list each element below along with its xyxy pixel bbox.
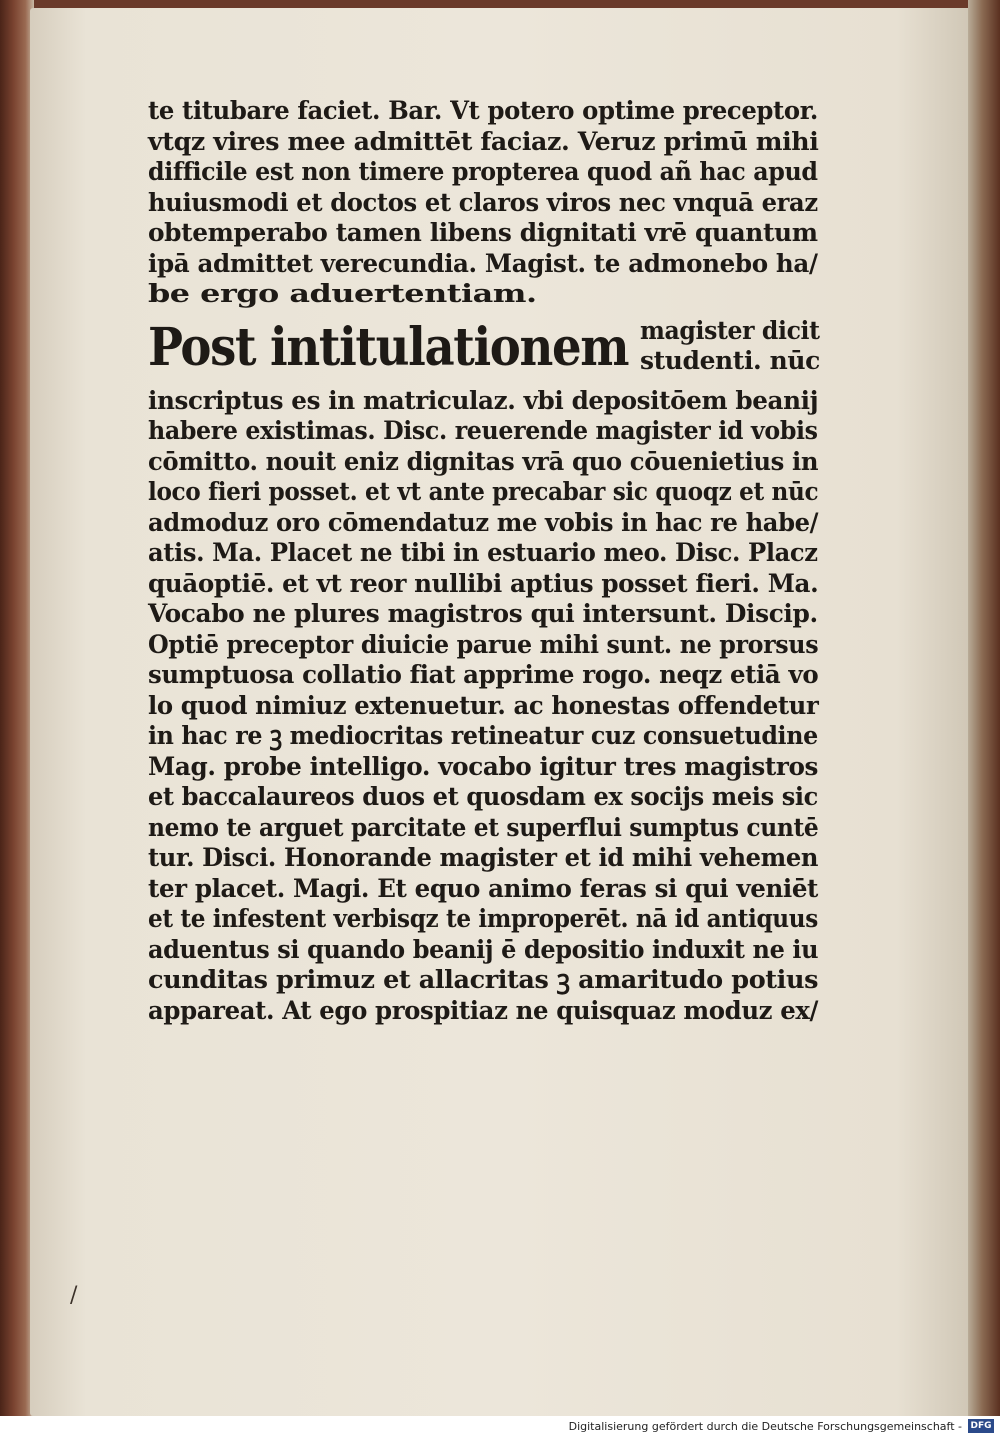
text-line: obtemperabo tamen libens dignitati vrē quantum <box>148 218 818 248</box>
text-line: Optiē preceptor diuicie parue mihi sunt. ne prorsus <box>148 629 819 660</box>
text-line: nemo te arguet parcitate et superflui sumptus cuntē <box>148 812 819 843</box>
text-line: studenti. nūc <box>640 345 820 376</box>
text-line: admoduz oro cōmendatuz me vobis in hac re habe/ <box>148 507 819 538</box>
text-line: quāoptiē. et vt reor nullibi aptius posset fieri. Ma. <box>148 568 819 599</box>
text-line: te titubare faciet. Bar. Vt potero optime preceptor. <box>148 96 818 126</box>
text-line: ter placet. Magi. Et equo animo feras si qui veniēt <box>148 873 818 904</box>
text-line: be ergo aduertentiam. <box>148 279 537 309</box>
text-line: appareat. At ego prospitiaz ne quisquaz moduz ex/ <box>148 995 819 1026</box>
text-block <box>148 96 828 1026</box>
text-line: habere existimas. Disc. reuerende magister id vobis <box>148 416 818 446</box>
text-line: cōmitto. nouit eniz dignitas vrā quo cōuenietius in <box>148 446 819 477</box>
margin-mark: / <box>70 1283 78 1308</box>
text-line: cunditas primuz et allacritas ꝫ amaritudo potius <box>148 965 819 995</box>
text-line: in hac re ꝫ mediocritas retineatur cuz consuetudine <box>148 721 818 751</box>
text-line: Vocabo ne plures magistros qui intersunt. Discip. <box>148 599 818 629</box>
text-line: magister dicit <box>640 315 820 346</box>
text-lines-after-heading <box>148 386 828 1027</box>
text-line: vtqz vires mee admittēt faciaz. Veruz primū mihi <box>148 126 819 157</box>
book-binding-right-edge <box>968 0 1000 1416</box>
text-line: atis. Ma. Placet ne tibi in estuario meo. Disc. Placz <box>148 538 818 568</box>
text-line: sumptuosa collatio fiat apprime rogo. neqz etiā vo <box>148 660 819 690</box>
dfg-logo: DFG <box>968 1419 994 1433</box>
text-line: et baccalaureos duos et quosdam ex socijs meis sic <box>148 782 818 812</box>
text-line: lo quod nimiuz extenuetur. ac honestas offendetur <box>148 690 819 721</box>
heading-side-text <box>640 316 840 376</box>
text-line: difficile est non timere propterea quod añ hac apud <box>148 157 818 187</box>
text-line: Mag. probe intelligo. vocabo igitur tres magistros <box>148 751 819 782</box>
text-line: loco fieri posset. et vt ante precabar sic quoqz et nūc <box>148 477 819 507</box>
text-line: tur. Disci. Honorande magister et id mihi vehemen <box>148 843 819 873</box>
heading-row <box>148 316 828 384</box>
text-line: aduentus si quando beanij ē depositio induxit ne iu <box>148 934 819 965</box>
funding-credit: Digitalisierung gefördert durch die Deutsche Forschungsgemeinschaft - <box>568 1420 962 1433</box>
book-binding-left-edge <box>0 0 34 1416</box>
text-line: et te infestent verbisqz te improperēt. nā id antiquus <box>148 904 818 934</box>
footer-bar <box>0 1416 1000 1439</box>
text-lines-before-heading <box>148 96 828 310</box>
text-line: inscriptus es in matriculaz. vbi depositōem beanij <box>148 385 819 416</box>
text-line: huiusmodi et doctos et claros viros nec vnquā eraz <box>148 187 818 218</box>
heading-initial-words: Post intitulationem <box>148 316 629 378</box>
text-line: ipā admittet verecundia. Magist. te admonebo ha/ <box>148 248 818 279</box>
